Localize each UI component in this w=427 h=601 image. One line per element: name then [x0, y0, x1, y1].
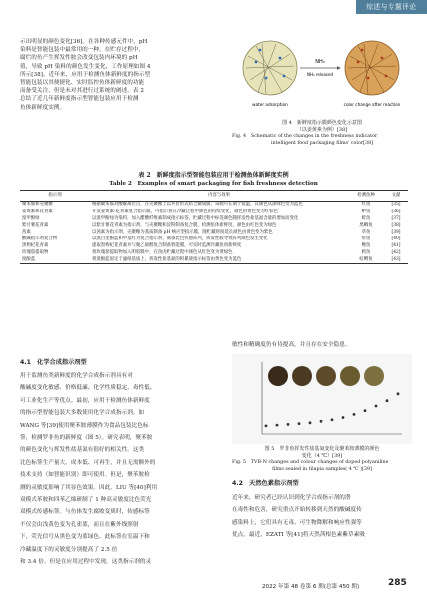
figure-5-caption-en: Fig. 5 TVB-N changes and colour changes of doped polyaniline: [232, 460, 389, 465]
table-row: [20, 209, 408, 216]
table-row: [20, 236, 408, 243]
cell-content: 以紫甘薯花青素为指示剂，与壳聚糖和淀粉制备复合膜，检测鱼体新鲜度，颜色由红色变为绿色: [92, 222, 277, 228]
cell-content: 开发姜黄素-花青素复合指示膜，可指示鱼在冷藏过程中颜色的持续变化，颜色由黄色变为红棕色: [92, 209, 278, 215]
section-4-1-line: 和 3.4 倍。但是在应用过程中发现，这类指示剂的灵: [20, 559, 152, 566]
cell-ref: [43]: [384, 256, 408, 263]
cell-indicator: 黑枸杞花青素: [22, 243, 49, 249]
cell-ref: [42]: [391, 249, 401, 255]
page-number: 285: [388, 578, 407, 588]
cell-fish: 带鱼: [361, 236, 371, 242]
figure-5: [232, 354, 412, 444]
cell-content: 将溴酚蓝固定于滤纸基质上，挥发性盐基氮的积累使指示标签由黄色变为蓝色: [90, 256, 348, 263]
cell-fish: 红鱼: [361, 202, 371, 208]
cell-ref: [38]: [391, 222, 401, 228]
water-adsorption-label: water adsorption: [252, 102, 288, 107]
cell-content: 根据聚苯胺对酸解离位点，在壳聚糖上以共价形式结合做成膜；该膜可长期于低温，其颜色从深绿色变为蓝色: [92, 202, 303, 208]
col-header-indicator: 指示剂: [20, 191, 90, 202]
film-sample-1-icon: [268, 366, 288, 386]
cell-indicator: 溴酚蓝: [20, 256, 90, 263]
table-2-title-cn: 表 2 新鲜度指示型智能包装应用于检测鱼体新鲜度实例: [138, 172, 289, 179]
intro-text-line: 值，导致 pH 染料的颜色发生变化，工作原理如图 4: [20, 63, 151, 70]
cell-ref: [35]: [391, 202, 401, 208]
table-2-title-en: Table 2 Examples of smart packaging for fish freshness detection: [109, 181, 318, 187]
section-4-1-line: 酸碱度变化敏感、价格低廉、化学性质稳定、毒性低、: [20, 385, 156, 392]
cell-indicator: 玫瑰茄提取物: [22, 249, 49, 255]
cell-indicator: 茜素: [22, 229, 31, 235]
table-row: [20, 229, 408, 236]
cell-content: 以茜素为指示剂，壳聚糖为基质制备 pH 响应型指示膜，随贮藏时间延长颜色由黄色变为紫色: [92, 229, 273, 235]
table-row: [20, 249, 408, 256]
scatter-point: [309, 421, 312, 424]
table-row: [20, 201, 408, 208]
section-4-2-line: 近年来，研究者已经认识到化学合成指示剂的潜: [232, 495, 351, 501]
section-4-2-line: 感染料上，它们具有无毒、可生物降解和响应性强等: [232, 519, 362, 526]
scatter-point: [364, 409, 367, 412]
figure-4: [236, 36, 406, 108]
figure-5-caption-cn-2: 变化（4 ℃）[39]: [301, 453, 343, 459]
section-4-1-line: 可工业化生产等优点。最初，应用于检测鱼体新鲜度: [20, 397, 150, 404]
intro-text-line: 染料是智能包装中最常用的一种。在贮存过程中，: [20, 47, 145, 54]
figure-4-caption-cn: 图 4 新鲜度指示膜颜色变化示意图: [282, 120, 362, 126]
table-2: [20, 190, 408, 264]
scatter-point: [397, 392, 400, 395]
right-column-text: [232, 341, 412, 349]
section-4-1-line: 冷藏温度下的灵敏度分别提高了 2.5 倍: [20, 546, 118, 553]
scatter-point: [276, 424, 279, 427]
col-header-fish: 检测鱼种: [348, 191, 384, 202]
cell-content: 以溴甲酚绿为染料，加入醋酸纤维素制成指示标签，贮藏过程中标签颜色随挥发性盐基氮含量的增加而变化: [92, 215, 299, 221]
section-4-1-line: 的指示型智能包装大多数使用化学合成指示剂。如: [20, 410, 145, 417]
section-4-1-line: 测的灵敏度影响了其显色效果。因此，LIU 等[40]利用: [20, 484, 158, 491]
cell-ref: [39]: [391, 229, 401, 235]
table-row: [20, 215, 408, 222]
section-4-1-line: 签，检测罗非鱼的新鲜度（图 5）。研究表明，聚苯胺: [20, 435, 153, 442]
cell-ref: [40]: [391, 236, 401, 242]
intro-text-line: 腐烂的鱼产生挥发性胺会改变包装内环境的 pH: [20, 55, 138, 62]
cell-indicator: 紫甘薯花青素: [22, 222, 49, 228]
section-4-1-line: 双模式苯胺和四苯乙烯研制了 1 种高灵敏度比色荧光: [20, 497, 152, 504]
section-tag: 综述与专题评论: [356, 0, 427, 14]
section-4-1-line: 的颜色变化与挥发性盐基氮有很好的相关性。这类: [20, 447, 145, 454]
figure-5-caption: [232, 446, 412, 473]
section-4-1-line: 技术支持（如智能识别）即可使用。但是，聚苯胺检: [20, 472, 150, 479]
cell-indicator: 酸碱指示剂复合物: [22, 236, 58, 242]
journal-footer: 2022 年第 48 卷第 6 期(总第 450 期): [262, 584, 360, 590]
cell-ref: [41]: [391, 243, 401, 249]
table-row: [20, 256, 408, 263]
figure-4-caption-cn-2: （以姜黄素为例）[38]: [296, 127, 348, 133]
scatter-point: [320, 420, 323, 423]
section-4-1-heading: 4.1 化学合成指示剂型: [20, 359, 87, 366]
figure-4-caption: [232, 120, 412, 147]
figure-4-diagram: [236, 36, 406, 116]
scatter-point: [375, 405, 378, 408]
section-4-2-line: 在毒性和危害，研究重点开始转移到天然的酸碱度传: [232, 507, 362, 514]
nh3-released-label: NH₃ released: [307, 72, 333, 77]
figure-4-caption-en-2: intelligent food packaging films' color[38]: [271, 140, 373, 146]
section-4-2-line: 优点。最近，EZATI 等[41]将天然茜根色素紫草素吸: [232, 532, 365, 539]
section-4-2-heading: 4.2 天然色素指示剂型: [232, 480, 299, 487]
color-change-label: color change after reaction: [343, 102, 401, 107]
scatter-point: [342, 416, 345, 419]
scatter-point: [265, 424, 268, 427]
cell-ref: [37]: [391, 215, 401, 221]
col-header-ref: 文献: [384, 191, 408, 202]
cell-fish: 鳕鱼: [361, 249, 371, 255]
cell-fish: 黑鲷鱼: [359, 222, 373, 228]
cell-fish: 鲑鱼: [361, 215, 371, 221]
intro-paragraph: [20, 38, 220, 112]
cell-ref: [36]: [391, 209, 401, 215]
scatter-point: [298, 422, 301, 425]
film-sample-2-icon: [292, 366, 312, 386]
scatter-point: [287, 423, 290, 426]
section-4-1-line: 用于监测鱼类新鲜度的化学合成指示剂具有对: [20, 373, 133, 379]
cell-content: 以溴百里酚蓝和甲基红为复合指示剂，制备比色传感阵列，挥发性胺导致阵列颜色发生变化: [92, 236, 268, 242]
intro-text-line: 总结了近几年新鲜度指示型智能包装应用于检测: [20, 96, 139, 103]
intro-text-line: 示出明显的颜色变化[36]。在各种传感元件中，pH: [20, 39, 148, 45]
col-header-content: 内容与效果: [90, 191, 348, 202]
intro-text-line: 而备受关注，但是未对其进行过系统的阐述。表 2: [20, 88, 144, 95]
cell-fish: 虹鳟鱼: [348, 256, 384, 263]
cell-content: 提取黑枸杞花青素并与聚乙烯醇复合制备智能膜，可实时监测冷藏鱼肉新鲜度: [92, 243, 242, 249]
figure-5-caption-cn: 图 5 罗非鱼挥发性盐基氮变化及聚苯胺薄膜的颜色: [264, 446, 380, 452]
table-header-row: [20, 191, 408, 202]
table-row: [20, 222, 408, 229]
film-sample-4-icon: [340, 366, 360, 386]
intro-text-line: 鱼体新鲜度实例。: [20, 104, 66, 111]
section-4-1-body: [20, 370, 220, 569]
section-4-1-line: 不仅会由浅黄色变为孔雀蓝，而且在紫外线照射: [20, 521, 139, 528]
section-4-1-line: WANG 等[39]使用聚苯胺薄膜作为食品包装比色标: [20, 422, 149, 429]
scatter-point: [331, 418, 334, 421]
figure-4-caption-en: Fig. 4 Schematic of the changes in the freshness indicator: [232, 134, 378, 139]
cell-indicator: 溴甲酚绿: [22, 215, 40, 221]
section-4-1-line: 比色标签生产量大，成本低、可再生，并且无需额外的: [20, 459, 156, 466]
cell-fish: 鲤鱼: [361, 243, 371, 249]
nh3-label: NH₃: [315, 59, 325, 65]
film-sample-3-icon: [316, 366, 336, 386]
cell-fish: 草鱼: [361, 229, 371, 235]
intro-text-line: 智能包装以其便捷化、实时监控鱼体新鲜度的功能: [20, 80, 145, 87]
section-4-2-body: [232, 492, 412, 542]
intro-text-line: 所示[38]。近年来，应用于检测鱼体新鲜度的指示型: [20, 71, 151, 78]
film-sample-5-icon: [364, 366, 384, 386]
table-row: [20, 242, 408, 249]
scatter-point: [353, 413, 356, 416]
section-4-1-line: 双模式传感标签。与鱼体发生腐败变质时，传感标签: [20, 509, 150, 516]
cell-content: 将玫瑰茄提取物加入明胶膜中，在鱼肉贮藏过程中颜色从红色变为黄绿色: [92, 249, 233, 255]
cell-indicator: 聚苯胺和壳聚糖: [22, 202, 53, 208]
cell-fish: 鲈鱼: [361, 209, 371, 215]
right-column-line: 敏性和精确度仍有待提高，并且存在安全隐患。: [232, 342, 351, 348]
figure-5-caption-en-2: films sealed in tilapia samples( 4 ℃ )[39]: [272, 466, 372, 472]
section-4-1-line: 下，荧光信号从黑色变为蓝绿色。此标签在室温下和: [20, 534, 150, 541]
scatter-point: [386, 399, 389, 402]
cell-indicator: 姜黄素和花青素: [22, 209, 53, 215]
figure-5-chart: [232, 354, 412, 444]
